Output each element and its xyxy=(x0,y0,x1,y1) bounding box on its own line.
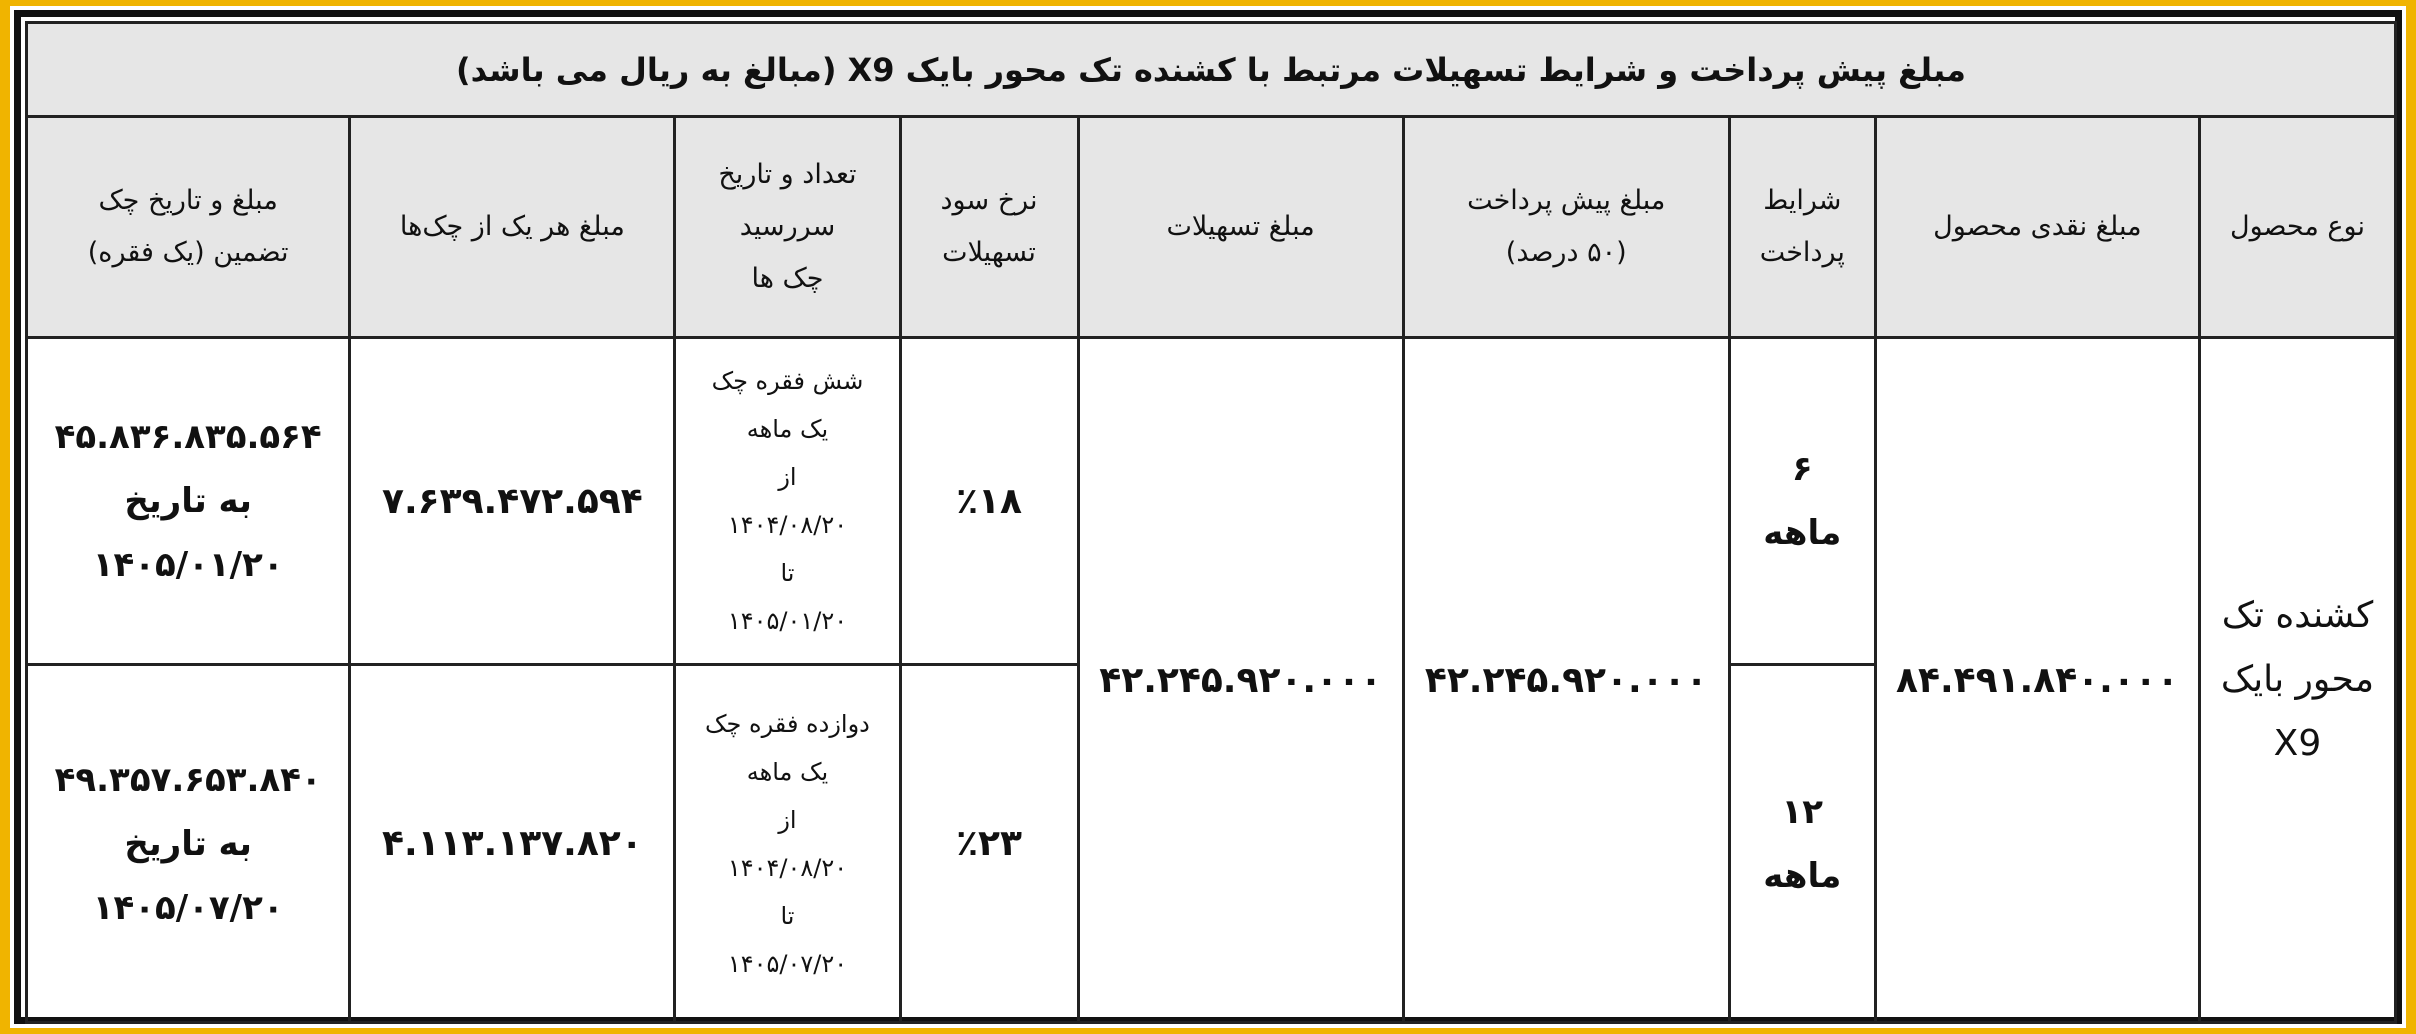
table-frame xyxy=(14,10,2402,1024)
installment-table xyxy=(25,21,2397,1024)
prepayment-cell: ۴۲.۲۴۵.۹۲۰.۰۰۰ xyxy=(1403,338,1729,1023)
header-guarantee-check: مبلغ و تاریخ چک تضمین (یک فقره) xyxy=(27,117,350,338)
cash-price-cell: ۸۴.۴۹۱.۸۴۰.۰۰۰ xyxy=(1875,338,2199,1023)
loan-amount-cell: ۴۲.۲۴۵.۹۲۰.۰۰۰ xyxy=(1078,338,1403,1023)
product-name-cell: کشنده تک محور بایک X9 xyxy=(2199,338,2395,1023)
table-row xyxy=(27,338,2396,665)
header-product-type: نوع محصول xyxy=(2199,117,2395,338)
header-checks-count: تعداد و تاریخ سررسید چک ها xyxy=(675,117,900,338)
header-interest-rate: نرخ سود تسهیلات xyxy=(900,117,1078,338)
table-title: مبلغ پیش پرداخت و شرایط تسهیلات مرتبط با کشنده تک محور بایک X9 (مبالغ به ریال می باشد) xyxy=(27,23,2396,117)
header-cash-price: مبلغ نقدی محصول xyxy=(1875,117,2199,338)
checks-schedule-cell: دوازده فقره چک یک ماهه از ۱۴۰۴/۰۸/۲۰ تا ۱۴۰۵/۰۷/۲۰ xyxy=(675,665,900,1023)
guarantee-check-cell: ۴۵.۸۳۶.۸۳۵.۵۶۴ به تاریخ ۱۴۰۵/۰۱/۲۰ xyxy=(27,338,350,665)
header-payment-terms: شرایط پرداخت xyxy=(1729,117,1875,338)
guarantee-check-cell: ۴۹.۳۵۷.۶۵۳.۸۴۰ به تاریخ ۱۴۰۵/۰۷/۲۰ xyxy=(27,665,350,1023)
each-check-amount-cell: ۴.۱۱۳.۱۳۷.۸۲۰ xyxy=(350,665,675,1023)
header-each-check: مبلغ هر یک از چک‌ها xyxy=(350,117,675,338)
interest-rate-cell: ٪۱۸ xyxy=(900,338,1078,665)
checks-schedule-cell: شش فقره چک یک ماهه از ۱۴۰۴/۰۸/۲۰ تا ۱۴۰۵/۰۱/۲۰ xyxy=(675,338,900,665)
each-check-amount-cell: ۷.۶۳۹.۴۷۲.۵۹۴ xyxy=(350,338,675,665)
payment-term-cell: ۶ ماهه xyxy=(1729,338,1875,665)
header-prepayment: مبلغ پیش پرداخت (۵۰ درصد) xyxy=(1403,117,1729,338)
payment-term-cell: ۱۲ ماهه xyxy=(1729,665,1875,1023)
header-loan-amount: مبلغ تسهیلات xyxy=(1078,117,1403,338)
interest-rate-cell: ٪۲۳ xyxy=(900,665,1078,1023)
